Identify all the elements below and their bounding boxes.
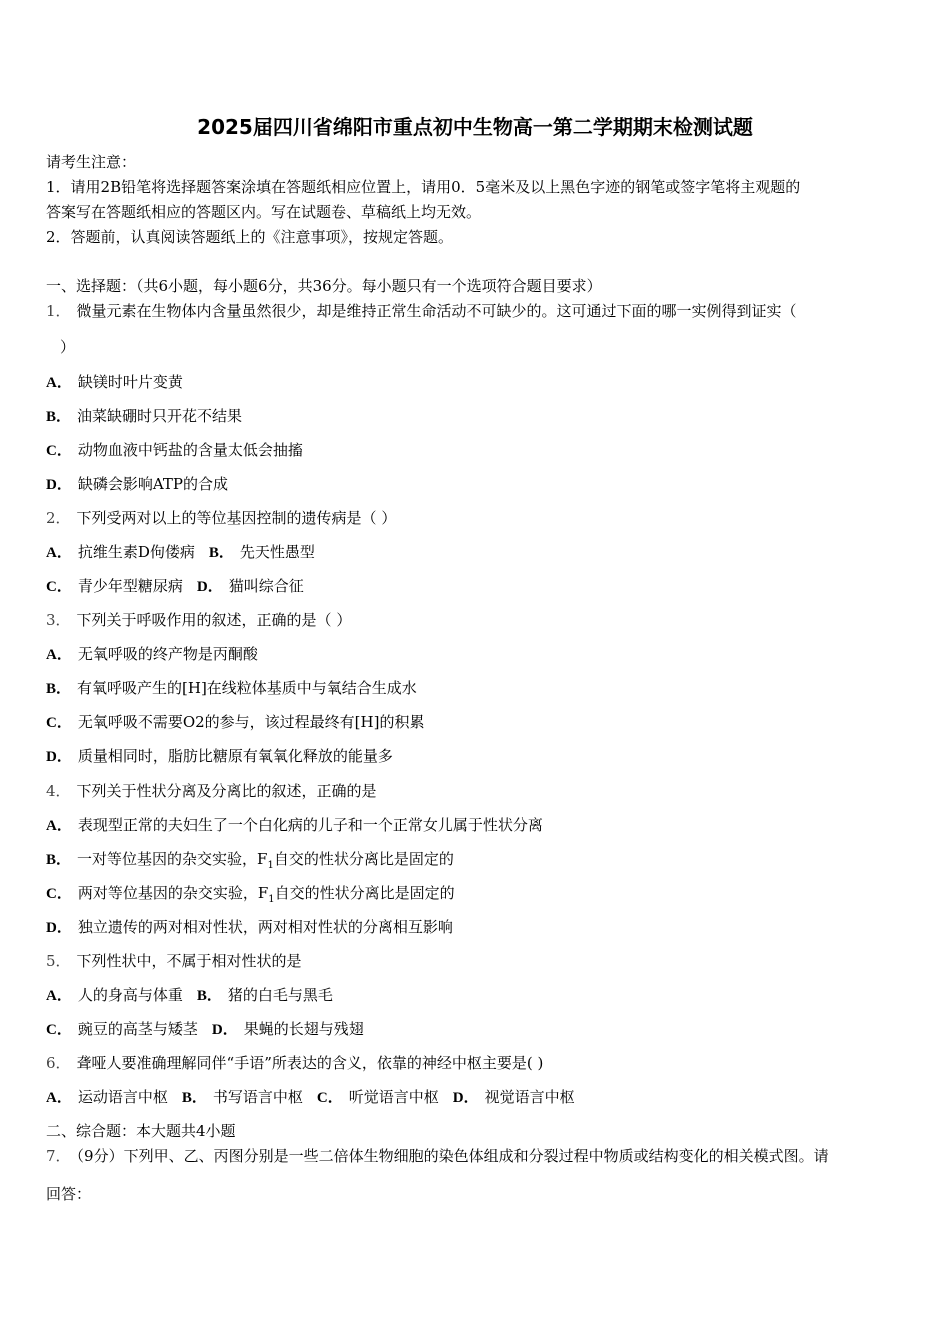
- option-text: 视觉语言中枢: [484, 1088, 575, 1106]
- q1-option-a: [46, 372, 183, 393]
- option-text: 表现型正常的夫妇生了一个白化病的儿子和一个正常女儿属于性状分离: [77, 816, 543, 834]
- option-text: 缺磷会影响ATP的合成: [77, 475, 228, 493]
- option-label: D．: [211, 1022, 238, 1038]
- notice-heading: 请考生注意：: [46, 153, 137, 171]
- option-label: A．: [46, 818, 72, 834]
- question-number: 6．: [46, 1054, 71, 1072]
- option-label: D．: [452, 1090, 479, 1106]
- q3-option-b: [46, 678, 417, 699]
- question-6: [46, 1053, 543, 1073]
- option-text: 缺镁时叶片变黄: [77, 373, 183, 391]
- option-text: 豌豆的高茎与矮茎: [77, 1020, 198, 1038]
- option-label: A．: [46, 647, 72, 663]
- question-1: [46, 301, 797, 321]
- option-text: 猪的白毛与黑毛: [227, 986, 333, 1004]
- option-label: B．: [208, 545, 234, 561]
- option-label: A．: [46, 988, 72, 1004]
- page-title: 2025届四川省绵阳市重点初中生物高一第二学期期末检测试题: [197, 115, 753, 139]
- question-stem: 聋哑人要准确理解同伴“手语”所表达的含义，依靠的神经中枢主要是( ): [76, 1054, 544, 1072]
- option-text: 听觉语言中枢: [348, 1088, 439, 1106]
- option-text: 有氧呼吸产生的[H]在线粒体基质中与氧结合生成水: [77, 679, 417, 697]
- option-text: 运动语言中枢: [77, 1088, 168, 1106]
- option-text: 自交的性状分离比是固定的: [273, 850, 454, 868]
- option-text: 果蝇的长翅与残翅: [243, 1020, 364, 1038]
- option-label: D．: [46, 477, 72, 493]
- option-label: B．: [46, 409, 72, 425]
- question-1-cont: ）: [60, 338, 76, 356]
- option-label: D．: [196, 579, 223, 595]
- option-text: 一对等位基因的杂交实验，F: [77, 850, 268, 868]
- section-1-heading: 一、选择题：（共6小题，每小题6分，共36分。每小题只有一个选项符合题目要求）: [46, 277, 602, 295]
- option-text: 书写语言中枢: [212, 1088, 303, 1106]
- question-7-cont: 回答：: [46, 1185, 92, 1203]
- option-text: 先天性愚型: [239, 543, 315, 561]
- option-text: 油菜缺硼时只开花不结果: [77, 407, 243, 425]
- q4-option-c: [46, 883, 455, 910]
- option-label: B．: [46, 681, 72, 697]
- q1-option-d: [46, 474, 228, 495]
- option-label: C．: [46, 715, 72, 731]
- q1-option-b: [46, 406, 242, 427]
- option-label: C．: [46, 579, 72, 595]
- option-label: C．: [46, 886, 72, 902]
- question-4: [46, 781, 377, 801]
- option-label: B．: [181, 1090, 207, 1106]
- question-number: 4．: [46, 782, 71, 800]
- question-stem: （9分）下列甲、乙、丙图分别是一些二倍体生物细胞的染色体组成和分裂过程中物质或结构变化的相关模式图。请: [76, 1147, 829, 1165]
- question-stem: 下列关于呼吸作用的叙述，正确的是（ ）: [76, 611, 352, 629]
- q5-options-ab: [46, 985, 333, 1006]
- q2-options-cd: [46, 576, 304, 597]
- q3-option-a: [46, 644, 258, 665]
- option-label: C．: [316, 1090, 343, 1106]
- q1-option-c: [46, 440, 303, 461]
- option-text: 人的身高与体重: [77, 986, 183, 1004]
- q3-option-c: [46, 712, 424, 733]
- subscript: 1: [268, 894, 275, 905]
- option-text: 无氧呼吸不需要O2的参与，该过程最终有[H]的积累: [77, 713, 425, 731]
- section-2-heading: 二、综合题：本大题共4小题: [46, 1122, 236, 1140]
- option-text: 青少年型糖尿病: [77, 577, 183, 595]
- notice-item-1: 1．请用2B铅笔将选择题答案涂填在答题纸相应位置上，请用0．5毫米及以上黑色字迹的钢笔或签字笔将主观题的: [46, 178, 801, 196]
- question-stem: 下列关于性状分离及分离比的叙述，正确的是: [76, 782, 377, 800]
- option-text: 独立遗传的两对相对性状，两对相对性状的分离相互影响: [77, 918, 453, 936]
- q6-options: [46, 1087, 575, 1108]
- option-text: 两对等位基因的杂交实验，F: [77, 884, 269, 902]
- q5-options-cd: [46, 1019, 364, 1040]
- q4-option-b: [46, 849, 454, 876]
- question-number: 3．: [46, 611, 71, 629]
- option-label: D．: [46, 749, 72, 765]
- question-number: 2．: [46, 509, 71, 527]
- option-label: C．: [46, 443, 72, 459]
- question-2: [46, 508, 396, 528]
- q2-options-ab: [46, 542, 315, 563]
- question-number: 5．: [46, 952, 71, 970]
- question-number: 1．: [46, 302, 71, 320]
- question-stem: 微量元素在生物体内含量虽然很少，却是维持正常生命活动不可缺少的。这可通过下面的哪一实例得到证实（: [76, 302, 797, 320]
- notice-item-2: 2．答题前，认真阅读答题纸上的《注意事项》，按规定答题。: [46, 228, 454, 246]
- question-stem: 下列受两对以上的等位基因控制的遗传病是（ ）: [76, 509, 397, 527]
- option-text: 猫叫综合征: [228, 577, 304, 595]
- q3-option-d: [46, 746, 393, 767]
- option-text: 无氧呼吸的终产物是丙酮酸: [77, 645, 258, 663]
- q4-option-d: [46, 917, 453, 938]
- q4-option-a: [46, 815, 543, 836]
- question-3: [46, 610, 351, 630]
- option-label: D．: [46, 920, 72, 936]
- notice-item-1-cont: 答案写在答题纸相应的答题区内。写在试题卷、草稿纸上均无效。: [46, 203, 482, 221]
- option-text: 质量相同时，脂肪比糖原有氧氧化释放的能量多: [77, 747, 393, 765]
- question-5: [46, 951, 302, 971]
- option-text: 抗维生素D佝偻病: [77, 543, 195, 561]
- question-stem: 下列性状中，不属于相对性状的是: [76, 952, 302, 970]
- subscript: 1: [267, 860, 274, 871]
- option-label: A．: [46, 375, 72, 391]
- option-text: 自交的性状分离比是固定的: [274, 884, 455, 902]
- question-number: 7．: [46, 1147, 71, 1165]
- question-7: [46, 1146, 829, 1166]
- option-label: A．: [46, 545, 72, 561]
- option-label: B．: [196, 988, 222, 1004]
- option-label: C．: [46, 1022, 72, 1038]
- option-label: B．: [46, 852, 72, 868]
- option-text: 动物血液中钙盐的含量太低会抽搐: [77, 441, 303, 459]
- option-label: A．: [46, 1090, 72, 1106]
